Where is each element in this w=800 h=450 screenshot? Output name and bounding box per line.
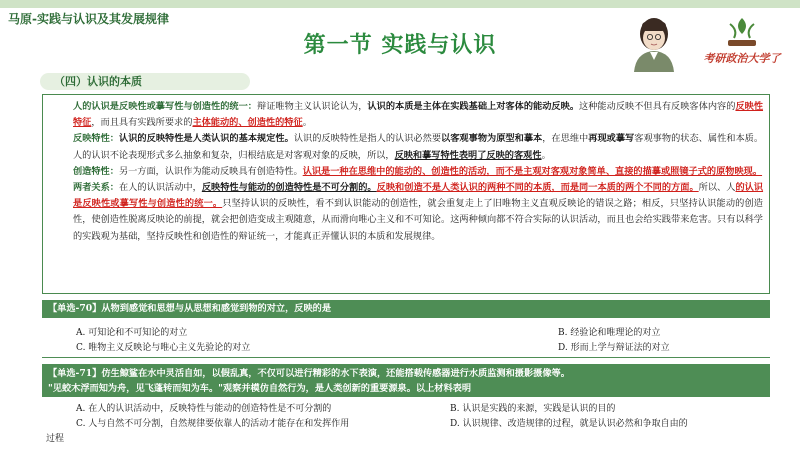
text-bold: 反映和摹写特性表明了反映的客观性 [394,149,542,161]
text: ，而且具有实践所要求的 [91,117,193,129]
q71-option-a[interactable]: A. 在人的认识活动中，反映特性与能动的创造特性是不可分割的 [76,404,332,414]
q71-option-c[interactable]: C. 人与自然不可分割，自然规律要依靠人的活动才能存在和发挥作用 [76,419,350,429]
text: 这种能动反映不但具有反映客体内容的 [579,101,736,112]
university-logo-icon [690,14,794,74]
text-bold: 反映特性与能动的创造特性是不可分割的。 [201,182,377,194]
text: 在人的认识活动中， [119,182,202,194]
paragraph-relation [49,180,763,245]
question-71-header [42,364,770,397]
text-bold: 认识的本质是主体在实践基础上对客体的能动反映。 [367,101,580,112]
question-70-options [42,320,770,358]
breadcrumb: 马原-实践与认识及其发展规律 [8,12,169,26]
page-title: 第一节 实践与认识 [303,33,497,58]
text-red: 主体能动的、创造性的特征 [192,117,303,129]
text-red: 的认识是反映性或摹写性与创造性的统一。 [73,182,764,210]
text: ，在思维中 [542,133,589,145]
q70-option-a[interactable]: A. 可知论和不可知论的对立 [76,328,188,338]
question-70-header: 【单选-70】从物到感觉和思想与从思想和感觉到物的对立，反映的是 [42,300,770,318]
q71-option-d-wrap: 过程 [46,434,65,444]
term-reflection: 反映特性： [73,133,120,145]
question-71-options [42,398,770,448]
section-title: （四）认识的本质 [40,73,250,90]
text: 另一方面，认识作为能动反映具有创造特性。 [118,165,303,177]
q71-option-b[interactable]: B. 认识是实践的来源，实践是认识的目的 [450,404,616,414]
text: 客观事物的状态、属性和本质。人的认识不论表现形式多么抽象和复杂，归根结底是对客观对象的反映，所以， [73,133,764,161]
text-bold: 认识的反映特性是人类认识的基本规定性。 [119,133,294,145]
text: 辩证唯物主义认识论认为， [257,101,368,112]
q71-header-line2: "见蛟木浮而知为舟，见飞蓬转而知为车。"观察并模仿自然行为，是人类创新的重要源泉。以上材料表明 [48,383,472,394]
paragraph-unity [49,99,763,131]
text: 。 [541,149,551,161]
teacher-avatar-icon [628,14,680,72]
paragraph-creativity [49,164,763,180]
q70-option-d[interactable]: D. 形而上学与辩证法的对立 [558,343,670,353]
text: 。 [302,117,312,129]
text-bold: 以客观事物为原型和摹本 [441,133,543,145]
term-relation: 两者关系： [73,182,120,194]
q70-option-b[interactable]: B. 经验论和唯理论的对立 [558,328,661,338]
logo-text: 考研政治大学了 [703,52,781,65]
content-box [42,94,770,294]
term-creativity: 创造特性： [73,165,119,177]
text: 所以、人 [698,182,736,194]
q70-option-c[interactable]: C. 唯物主义反映论与唯心主义先验论的对立 [76,343,251,353]
text-bold: 再现或摹写 [588,133,635,145]
text-red: 反映性特征 [73,101,764,129]
top-band [0,0,800,8]
q71-header-line1: 【单选-71】仿生鲸鲨在水中灵活自如，以假乱真，不仅可以进行精彩的水下表演，还能搭载传感器进行水质监测和摄影摄像等。 [48,368,570,379]
q71-option-d[interactable]: D. 认识规律、改造规律的过程，就是认识必然和争取自由的 [450,419,688,429]
term-unity: 人的认识是反映性或摹写性与创造性的统一： [73,101,258,112]
text-red: 认识是一种在思维中的能动的、创造性的活动，而不是主观对客观对象简单、直接的描摹或照镜子式的原物映现。 [302,165,763,177]
text-red: 反映和创造不是人类认识的两种不同的本质，而是同一本质的两个不同的方面。 [376,182,699,194]
paragraph-reflection [49,131,763,163]
text: 认识的反映特性是指人的认识必然要 [293,133,442,145]
text: 只坚持认识的反映性，看不到认识能动的创造性，就会重复走上了旧唯物主义直观反映论的错误之路；相反，只坚持认识能动的创造性，使创造性脱离反映论的前提，就会把创造变成主观随意，从而滑向唯心主义和不可知论。这两种倾向都不符合实际的认识活动，而且也会给实践带来危害。只有以科学的实践观为基础，坚持反映性和创造性的辩证统一，才能真正弄懂认识的本质和发展规律。 [73,198,763,242]
